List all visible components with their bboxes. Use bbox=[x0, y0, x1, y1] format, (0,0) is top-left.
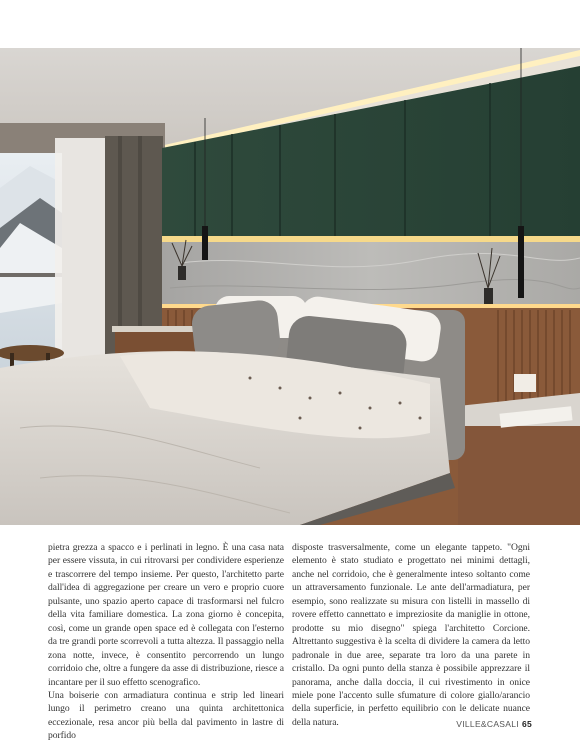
bedroom-photo bbox=[0, 48, 580, 525]
magazine-name: VILLE&CASALI bbox=[456, 719, 519, 729]
article-paragraph: disposte trasversalmente, come un elegante tappeto. "Ogni elemento è stato studiato e progettato nei minimi dettagli, anche nel corridoio, che è generalmente inteso soltanto come un attraversamento funzionale. Le ante dell'armadiatura, per esempio, sono realizzate su misura con listelli in massello di rovere effetto cannettato e impreziosite da maniglie in ottone, prodotte su mio disegno" spiega l'architetto Corcione. Altrettanto suggestiva è la scelta di dividere la camera da letto padronale in due aree, separate tra loro da una parete in cristallo. Da ogni punto della stanza è possibile apprezzare il panorama, anche dalla doccia, il cui rivestimento in onice miele pone l'accento sulle sfumature di colore giallo/arancio della superficie, in perfetto equilibrio con le delicate nuance della natura. bbox=[292, 542, 530, 728]
article-paragraph: pietra grezza a spacco e i perlinati in legno. È una casa nata per essere vissuta, in cui ritrovarsi per condividere esperienze e trascorrere del tempo insieme. Per questo, l'architetto parte dall'idea di aggregazione per creare un vero e proprio cuore pulsante, uno spazio aperto capace di trasformarsi nel fulcro della vita familiare domestica. La zona giorno è concepita, così, come un grande open space ed è collegata con l'esterno da tre grandi porte scorrevoli a tutta altezza. Il passaggio nella zona notte, invece, è consentito percorrendo un lungo corridoio che, oltre a fungere da asse di distribuzione, riesce a incantare per il suo effetto scenografico. bbox=[48, 542, 284, 688]
article-column-right bbox=[292, 541, 530, 729]
page-number: 65 bbox=[521, 719, 532, 729]
page-footer bbox=[456, 719, 532, 729]
article-column-left bbox=[48, 541, 284, 743]
bedroom-illustration bbox=[0, 48, 580, 525]
article-paragraph: Una boiserie con armadiatura continua e strip led lineari lungo il perimetro creano una quinta architettonica eccezionale, resa ancor più bella dal pavimento in lastre di porfido bbox=[48, 689, 284, 742]
